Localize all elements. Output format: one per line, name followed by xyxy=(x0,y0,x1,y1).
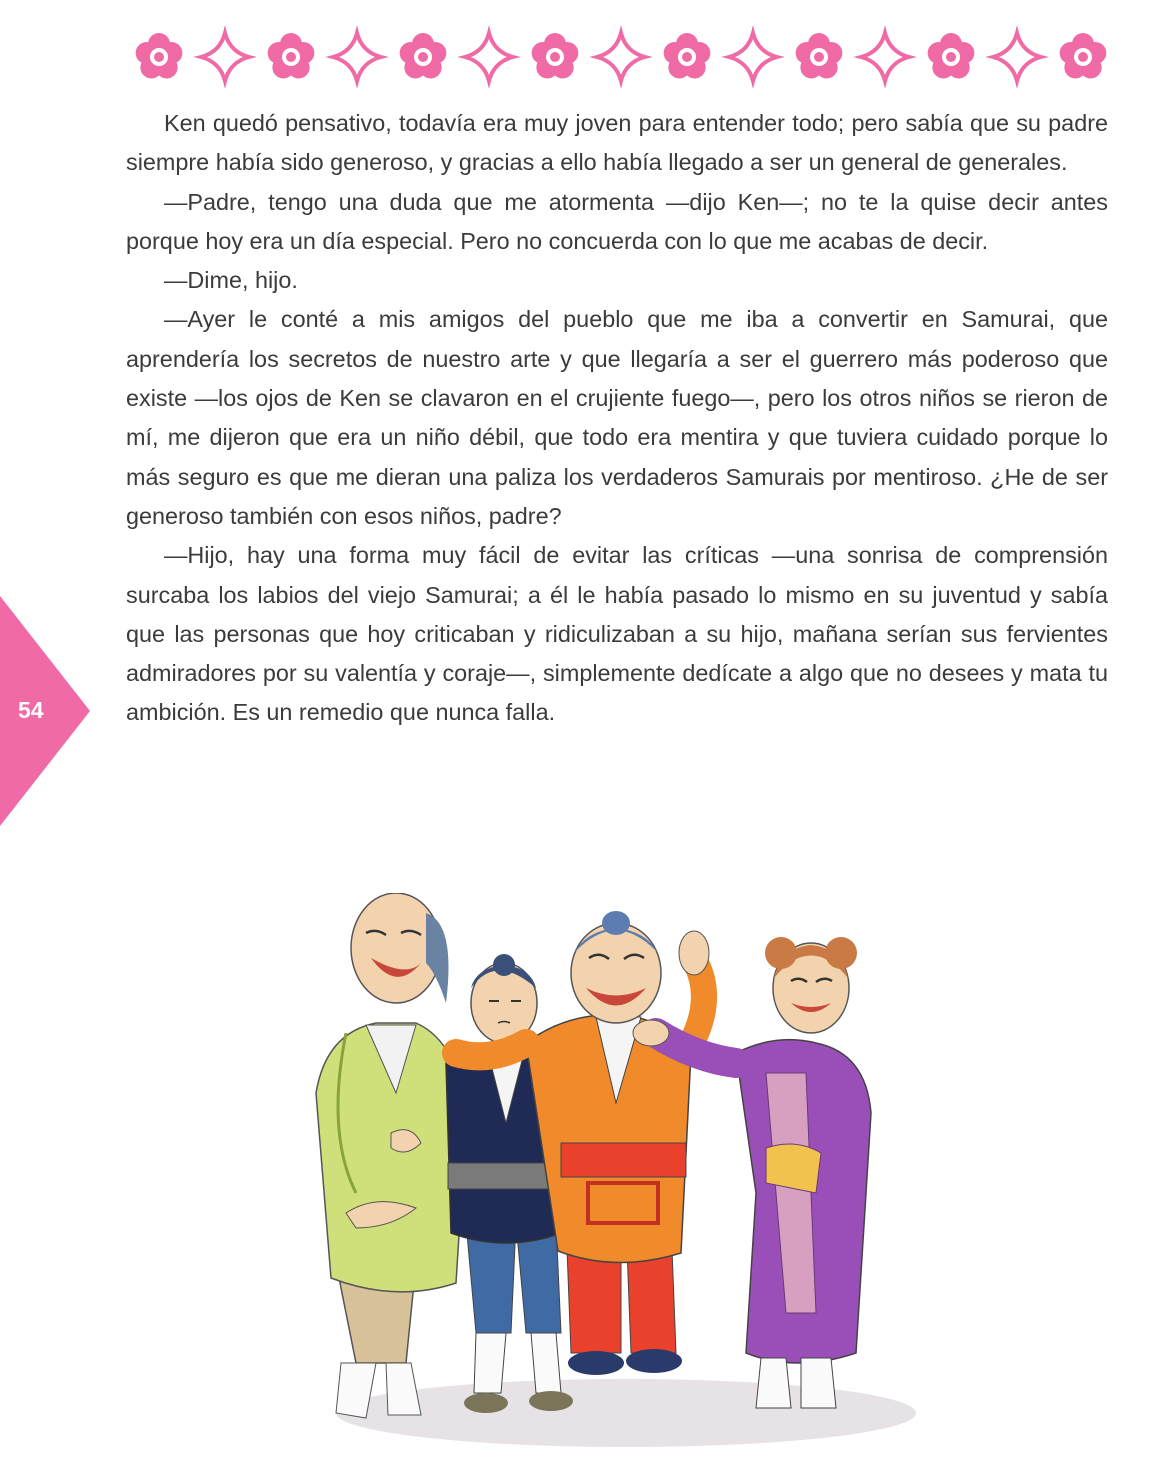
decorative-border xyxy=(126,24,1116,90)
flower-icon xyxy=(796,33,843,79)
paragraph: —Padre, tengo una duda que me atormenta —dijo Ken—; no te la quise decir antes porque hoy era un día especial. Pero no concuerda con lo que me acabas de decir. xyxy=(126,188,1108,254)
four-point-star-icon xyxy=(201,33,249,81)
illustration-drawing xyxy=(296,893,936,1453)
four-point-star-icon xyxy=(465,33,513,81)
border-pattern xyxy=(126,24,1116,90)
flower-icon xyxy=(532,33,579,79)
laughing-man-figure xyxy=(316,893,466,1418)
flower-icon xyxy=(1060,33,1107,79)
flower-icon xyxy=(664,33,711,79)
flower-icon xyxy=(136,33,183,79)
four-point-star-icon xyxy=(729,33,777,81)
four-point-star-icon xyxy=(597,33,645,81)
page-number: 54 xyxy=(18,697,44,723)
flower-icon xyxy=(400,33,447,79)
four-point-star-icon xyxy=(333,33,381,81)
paragraph: —Ayer le conté a mis amigos del pueblo que me iba a convertir en Samurai, que aprendería los secretos de nuestro arte y que llegaría a ser el guerrero más poderoso que existe —los ojos de Ken se clavaron en el crujiente fuego—, pero los otros niños se rieron de mí, me dijeron que era un niño débil, que todo era mentira y que tuviera cuidado porque lo más seguro es que me dieran una paliza los verdaderos Samurais por mentiroso. ¿He de ser generoso también con esos niños, padre? xyxy=(126,306,1108,529)
flower-icon xyxy=(268,33,315,79)
story-text xyxy=(126,104,1108,733)
flower-icon xyxy=(928,33,975,79)
samurai-illustration xyxy=(296,893,936,1453)
paragraph: —Dime, hijo. xyxy=(164,267,298,294)
paragraph: —Hijo, hay una forma muy fácil de evitar las críticas —una sonrisa de comprensión surcaba los labios del viejo Samurai; a él le había pasado lo mismo en su juventud y sabía que las personas que hoy criticaban y ridiculizaban a su hijo, mañana serían sus fervientes admiradores por su valentía y coraje—, simplemente dedícate a algo que no desees y mata tu ambición. Es un remedio que nunca falla. xyxy=(126,542,1108,726)
four-point-star-icon xyxy=(993,33,1041,81)
paragraph: Ken quedó pensativo, todavía era muy joven para entender todo; pero sabía que su padre siempre había sido generoso, y gracias a ello había llegado a ser un general de generales. xyxy=(126,110,1108,176)
four-point-star-icon xyxy=(861,33,909,81)
